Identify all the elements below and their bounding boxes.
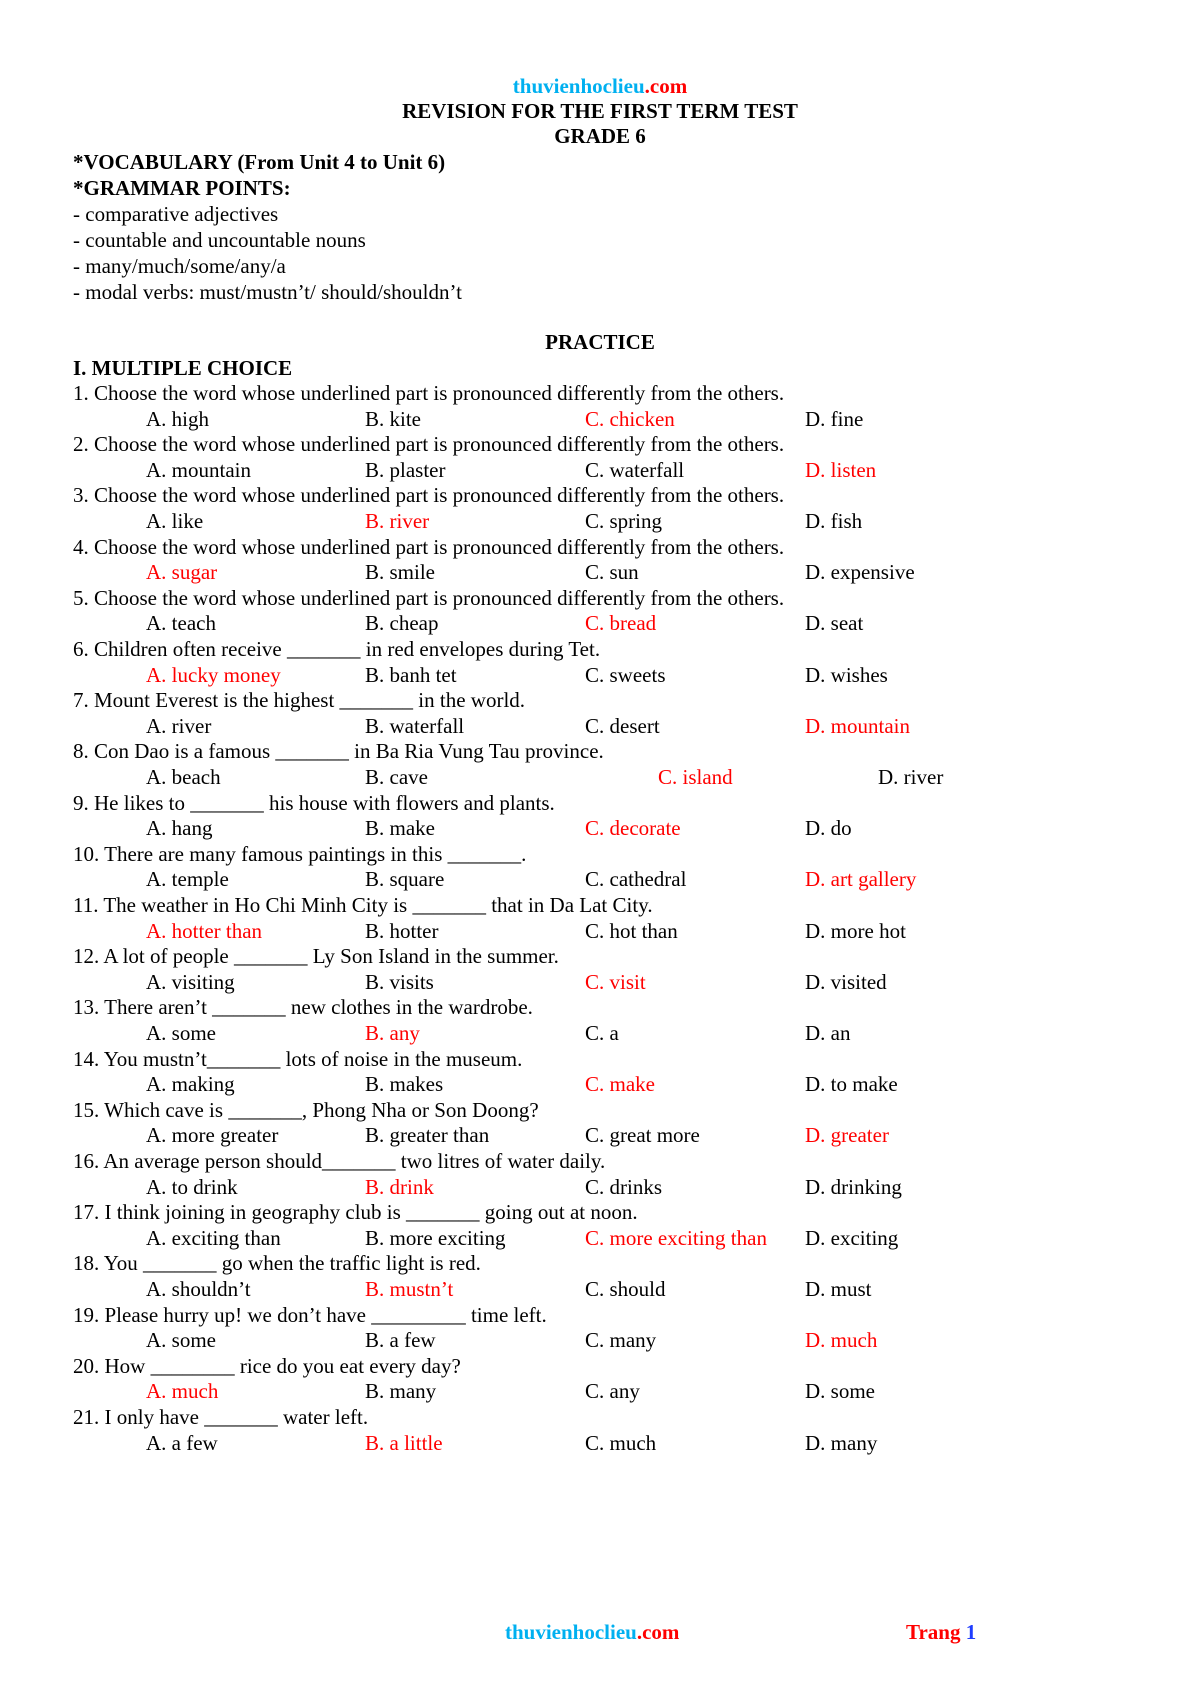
answer-option-correct: B. river (365, 509, 430, 533)
question-text: 16. An average person should_______ two litres of water daily. (73, 1149, 606, 1173)
answer-option: C. desert (585, 713, 660, 738)
answer-option: C. sun (585, 560, 639, 585)
answer-option: C. drinks (585, 1174, 663, 1199)
answer-option-correct: D. mountain (805, 713, 910, 738)
answer-option: B. makes (365, 1072, 444, 1097)
question-text: 12. A lot of people _______ Ly Son Island in the summer. (73, 944, 559, 969)
answer-option: A. like (146, 509, 204, 533)
answer-option: C. cathedral (585, 867, 687, 892)
answer-option: B. visits (365, 969, 434, 994)
answer-option: D. must (805, 1277, 872, 1301)
answer-option: D. fine (805, 406, 864, 431)
document-subtitle-grade: GRADE 6 (554, 124, 646, 148)
answer-option: A. river (146, 713, 212, 738)
answer-option-correct: D. listen (805, 457, 877, 482)
answer-option: A. a few (146, 1430, 218, 1455)
question-text: 13. There aren’t _______ new clothes in the wardrobe. (73, 995, 533, 1020)
question-text: 7. Mount Everest is the highest _______ in the world. (73, 688, 526, 713)
answer-option: B. smile (365, 560, 436, 585)
answer-option: B. more exciting (365, 1225, 506, 1250)
answer-option: B. square (365, 867, 445, 892)
answer-option-correct: D. greater (805, 1123, 889, 1148)
question-text: 4. Choose the word whose underlined part is pronounced differently from the others. (73, 534, 785, 559)
answer-option-correct: A. sugar (146, 560, 218, 585)
question-text: 8. Con Dao is a famous _______ in Ba Ria Vung Tau province. (73, 739, 604, 764)
answer-option: B. kite (365, 406, 421, 431)
question-text: 11. The weather in Ho Chi Minh City is _______ that in Da Lat City. (73, 893, 653, 917)
answer-option: A. some (146, 1328, 216, 1353)
answer-option: D. to make (805, 1072, 898, 1097)
answer-option-correct: C. visit (585, 969, 646, 994)
question-text: 15. Which cave is _______, Phong Nha or Son Doong? (73, 1097, 539, 1122)
question-text: 20. How ________ rice do you eat every day? (73, 1353, 461, 1378)
grammar-point: - many/much/some/any/a (73, 254, 286, 278)
header-site-name: thuvienhoclieu.com (512, 74, 688, 98)
answer-option: C. many (585, 1328, 657, 1353)
answer-option: A. some (146, 1021, 216, 1045)
answer-option-correct: D. much (805, 1328, 878, 1353)
question-text: 5. Choose the word whose underlined part is pronounced differently from the others. (73, 585, 785, 610)
answer-option: A. beach (146, 765, 221, 789)
answer-option: C. a (585, 1021, 619, 1045)
practice-title: PRACTICE (545, 330, 655, 354)
answer-option: B. make (365, 816, 435, 841)
answer-option: D. visited (805, 969, 887, 994)
answer-option: B. cheap (365, 611, 439, 636)
answer-option: D. an (805, 1021, 851, 1045)
answer-option: B. a few (365, 1328, 436, 1353)
grammar-point: - comparative adjectives (73, 202, 279, 226)
page-number: Trang 1 (906, 1620, 977, 1644)
grammar-point: - countable and uncountable nouns (73, 228, 366, 252)
footer-site-name: thuvienhoclieu.com (505, 1620, 680, 1644)
answer-option-correct: A. much (146, 1379, 219, 1404)
question-text: 14. You mustn’t_______ lots of noise in the museum. (73, 1046, 523, 1071)
answer-option: A. teach (146, 611, 216, 636)
answer-option: A. exciting than (146, 1225, 281, 1250)
question-text: 1. Choose the word whose underlined part is pronounced differently from the others. (73, 381, 785, 405)
answer-option: A. more greater (146, 1123, 279, 1148)
answer-option-correct: C. bread (585, 611, 657, 636)
answer-option-correct: A. hotter than (146, 918, 263, 943)
answer-option: B. waterfall (365, 713, 465, 738)
answer-option-correct: D. art gallery (805, 867, 917, 892)
answer-option: B. cave (365, 765, 428, 789)
answer-option: A. temple (146, 867, 229, 892)
question-text: 18. You _______ go when the traffic light is red. (73, 1251, 481, 1276)
grammar-point: - modal verbs: must/mustn’t/ should/shouldn’t (73, 280, 462, 304)
answer-option-correct: C. chicken (585, 406, 675, 431)
answer-option: A. shouldn’t (146, 1277, 251, 1301)
answer-option: D. many (805, 1430, 878, 1455)
answer-option: B. plaster (365, 457, 446, 482)
answer-option-correct: B. a little (365, 1430, 443, 1455)
answer-option: C. spring (585, 509, 663, 533)
answer-option: C. any (585, 1379, 640, 1404)
answer-option-correct: A. lucky money (146, 662, 281, 687)
question-text: 9. He likes to _______ his house with flowers and plants. (73, 790, 555, 815)
answer-option: C. should (585, 1277, 666, 1301)
grammar-heading: *GRAMMAR POINTS: (73, 176, 291, 200)
answer-option: A. visiting (146, 969, 235, 994)
answer-option: D. exciting (805, 1225, 899, 1250)
answer-option: D. wishes (805, 662, 888, 687)
answer-option: D. expensive (805, 560, 915, 585)
answer-option: D. drinking (805, 1174, 902, 1199)
document-title: REVISION FOR THE FIRST TERM TEST (402, 99, 798, 123)
answer-option: B. greater than (365, 1123, 490, 1148)
answer-option: D. fish (805, 509, 863, 533)
answer-option: B. many (365, 1379, 437, 1404)
question-text: 6. Children often receive _______ in red envelopes during Tet. (73, 637, 601, 661)
answer-option: A. high (146, 406, 209, 431)
answer-option: C. sweets (585, 662, 666, 687)
question-text: 21. I only have _______ water left. (73, 1405, 369, 1429)
answer-option: D. river (878, 765, 944, 789)
answer-option: C. much (585, 1430, 657, 1455)
answer-option: D. some (805, 1379, 875, 1404)
answer-option: A. mountain (146, 457, 251, 482)
question-text: 3. Choose the word whose underlined part is pronounced differently from the others. (73, 483, 785, 508)
answer-option: B. banh tet (365, 662, 457, 687)
answer-option: D. more hot (805, 918, 906, 943)
answer-option: B. hotter (365, 918, 439, 943)
answer-option-correct: B. mustn’t (365, 1277, 454, 1301)
answer-option: D. do (805, 816, 852, 841)
answer-option-correct: B. drink (365, 1174, 434, 1199)
question-text: 10. There are many famous paintings in this _______. (73, 841, 527, 866)
answer-option: A. making (146, 1072, 235, 1097)
answer-option: D. seat (805, 611, 864, 636)
answer-option-correct: C. island (658, 765, 733, 789)
answer-option: C. great more (585, 1123, 700, 1148)
vocabulary-heading: *VOCABULARY (From Unit 4 to Unit 6) (73, 150, 446, 174)
answer-option: A. hang (146, 816, 213, 841)
question-text: 2. Choose the word whose underlined part is pronounced differently from the others. (73, 432, 785, 457)
answer-option-correct: C. decorate (585, 816, 681, 841)
answer-option: C. hot than (585, 918, 678, 943)
answer-option-correct: C. more exciting than (585, 1225, 767, 1250)
answer-option: C. waterfall (585, 457, 685, 482)
answer-option: A. to drink (146, 1174, 238, 1199)
question-text: 17. I think joining in geography club is _______ going out at noon. (73, 1200, 638, 1225)
answer-option-correct: B. any (365, 1021, 420, 1045)
section-title: I. MULTIPLE CHOICE (73, 356, 293, 380)
question-text: 19. Please hurry up! we don’t have _________ time left. (73, 1302, 547, 1327)
answer-option-correct: C. make (585, 1072, 655, 1097)
